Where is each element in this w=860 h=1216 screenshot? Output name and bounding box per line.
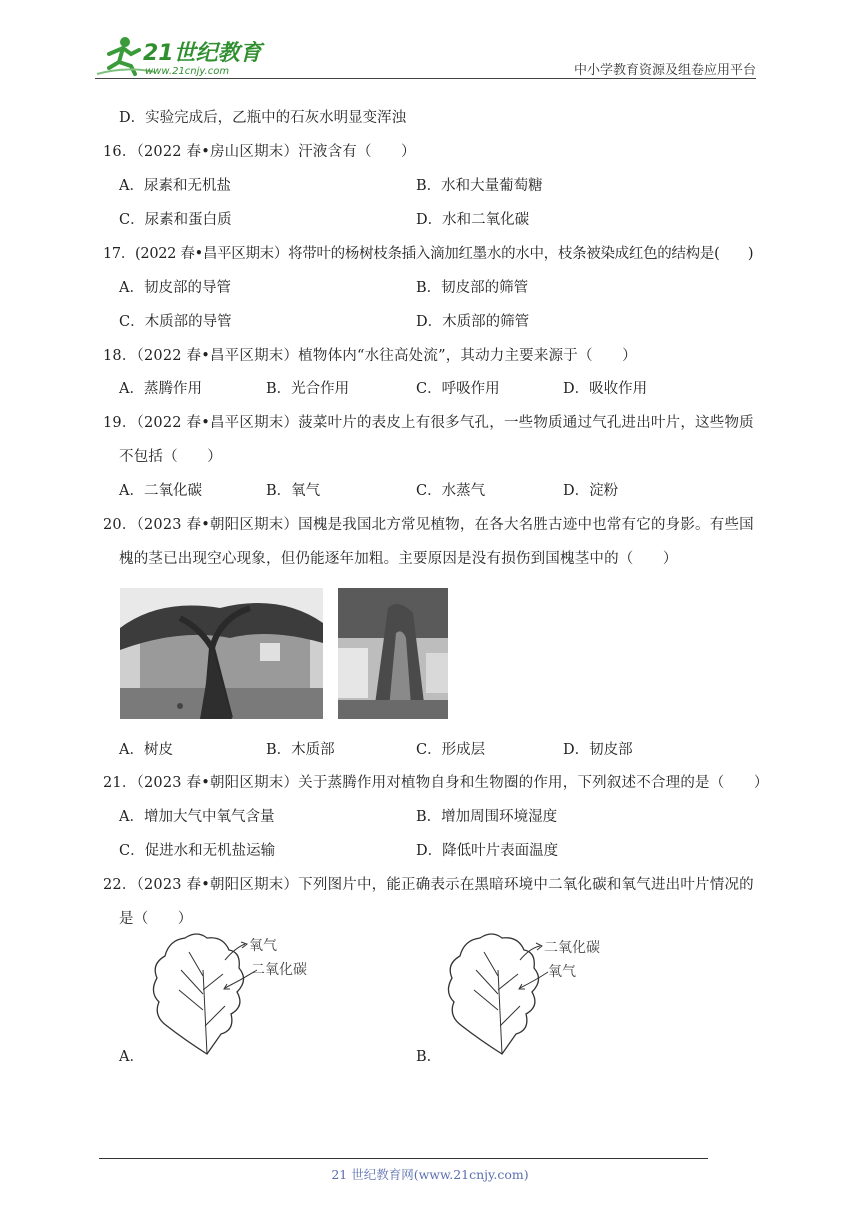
q22-option-b: B． (416, 1049, 442, 1065)
q16-option-b: B．水和大量葡萄糖 (416, 178, 543, 194)
header-platform-title: 中小学教育资源及组卷应用平台 (573, 63, 756, 78)
leaf-diagram-a (145, 930, 325, 1060)
q20-option-b: B．木质部 (266, 742, 335, 758)
q18-option-a: A．蒸腾作用 (119, 381, 202, 397)
q16-option-a: A．尿素和无机盐 (119, 178, 231, 194)
q20-stem-line1: 20．（2023 春•朝阳区期末）国槐是我国北方常见植物，在各大名胜古迹中也常有它的身影。有些国 (103, 517, 754, 533)
q22-stem-line1: 22．（2023 春•朝阳区期末）下列图片中，能正确表示在黑暗环境中二氧化碳和氧气进出叶片情况的 (103, 877, 754, 893)
leaf-a-label-top: 氧气 (249, 938, 277, 954)
q18-stem: 18．（2022 春•昌平区期末）植物体内“水往高处流”，其动力主要来源于（ ） (103, 348, 637, 364)
q17-option-d: D．木质部的筛管 (416, 314, 530, 330)
q19-stem-line1: 19．（2022 春•昌平区期末）菠菜叶片的表皮上有很多气孔，一些物质通过气孔进出叶片，这些物质 (103, 415, 754, 431)
q17-option-c: C．木质部的导管 (119, 314, 232, 330)
footer-divider (99, 1158, 708, 1159)
q15-option-d: D．实验完成后，乙瓶中的石灰水明显变浑浊 (119, 110, 407, 126)
q17-option-a: A．韧皮部的导管 (119, 280, 231, 296)
footer-link[interactable]: 21 世纪教育网(www.21cnjy.com) (331, 1167, 529, 1182)
leaf-b-label-top: 二氧化碳 (544, 940, 600, 956)
q17-option-b: B．韧皮部的筛管 (416, 280, 529, 296)
leaf-diagram-b (440, 930, 620, 1060)
q19-stem-line2: 不包括（ ） (119, 449, 222, 465)
q16-stem: 16．（2022 春•房山区期末）汗液含有（ ） (103, 144, 416, 160)
q21-stem: 21．（2023 春•朝阳区期末）关于蒸腾作用对植物自身和生物圈的作用，下列叙述不合理的是（ ） (103, 775, 769, 791)
q21-option-a: A．增加大气中氧气含量 (119, 809, 275, 825)
logo-text: 21世纪教育 (143, 41, 262, 66)
tree-photo-left (120, 588, 323, 723)
q19-option-c: C．水蒸气 (416, 483, 486, 499)
logo-url: www.21cnjy.com (145, 66, 230, 77)
q21-option-d: D．降低叶片表面温度 (416, 843, 559, 859)
hollow-trunk-photo (338, 588, 448, 723)
q20-stem-line2: 槐的茎已出现空心现象，但仍能逐年加粗。主要原因是没有损伤到国槐茎中的（ ） (119, 551, 678, 567)
q20-option-c: C．形成层 (416, 742, 486, 758)
q18-option-c: C．呼吸作用 (416, 381, 500, 397)
q20-option-a: A．树皮 (119, 742, 173, 758)
q19-option-d: D．淀粉 (563, 483, 619, 499)
leaf-a-label-bottom: 二氧化碳 (251, 962, 307, 978)
q22-stem-line2: 是（ ） (119, 911, 193, 927)
q16-option-c: C．尿素和蛋白质 (119, 212, 232, 228)
q21-option-c: C．促进水和无机盐运输 (119, 843, 276, 859)
q22-option-a: A． (119, 1049, 144, 1065)
leaf-b-label-bottom: 氧气 (548, 964, 576, 980)
q18-option-b: B．光合作用 (266, 381, 350, 397)
q21-option-b: B．增加周围环境湿度 (416, 809, 558, 825)
q18-option-d: D．吸收作用 (563, 381, 648, 397)
q19-option-a: A．二氧化碳 (119, 483, 202, 499)
q16-option-d: D．水和二氧化碳 (416, 212, 530, 228)
q17-stem: 17．(2022 春•昌平区期末）将带叶的杨树枝条插入滴加红墨水的水中，枝条被染成红色的结构是( ) (103, 246, 754, 262)
q19-option-b: B．氧气 (266, 483, 321, 499)
q20-option-d: D．韧皮部 (563, 742, 633, 758)
header-divider (95, 78, 756, 79)
site-logo[interactable] (95, 32, 265, 80)
